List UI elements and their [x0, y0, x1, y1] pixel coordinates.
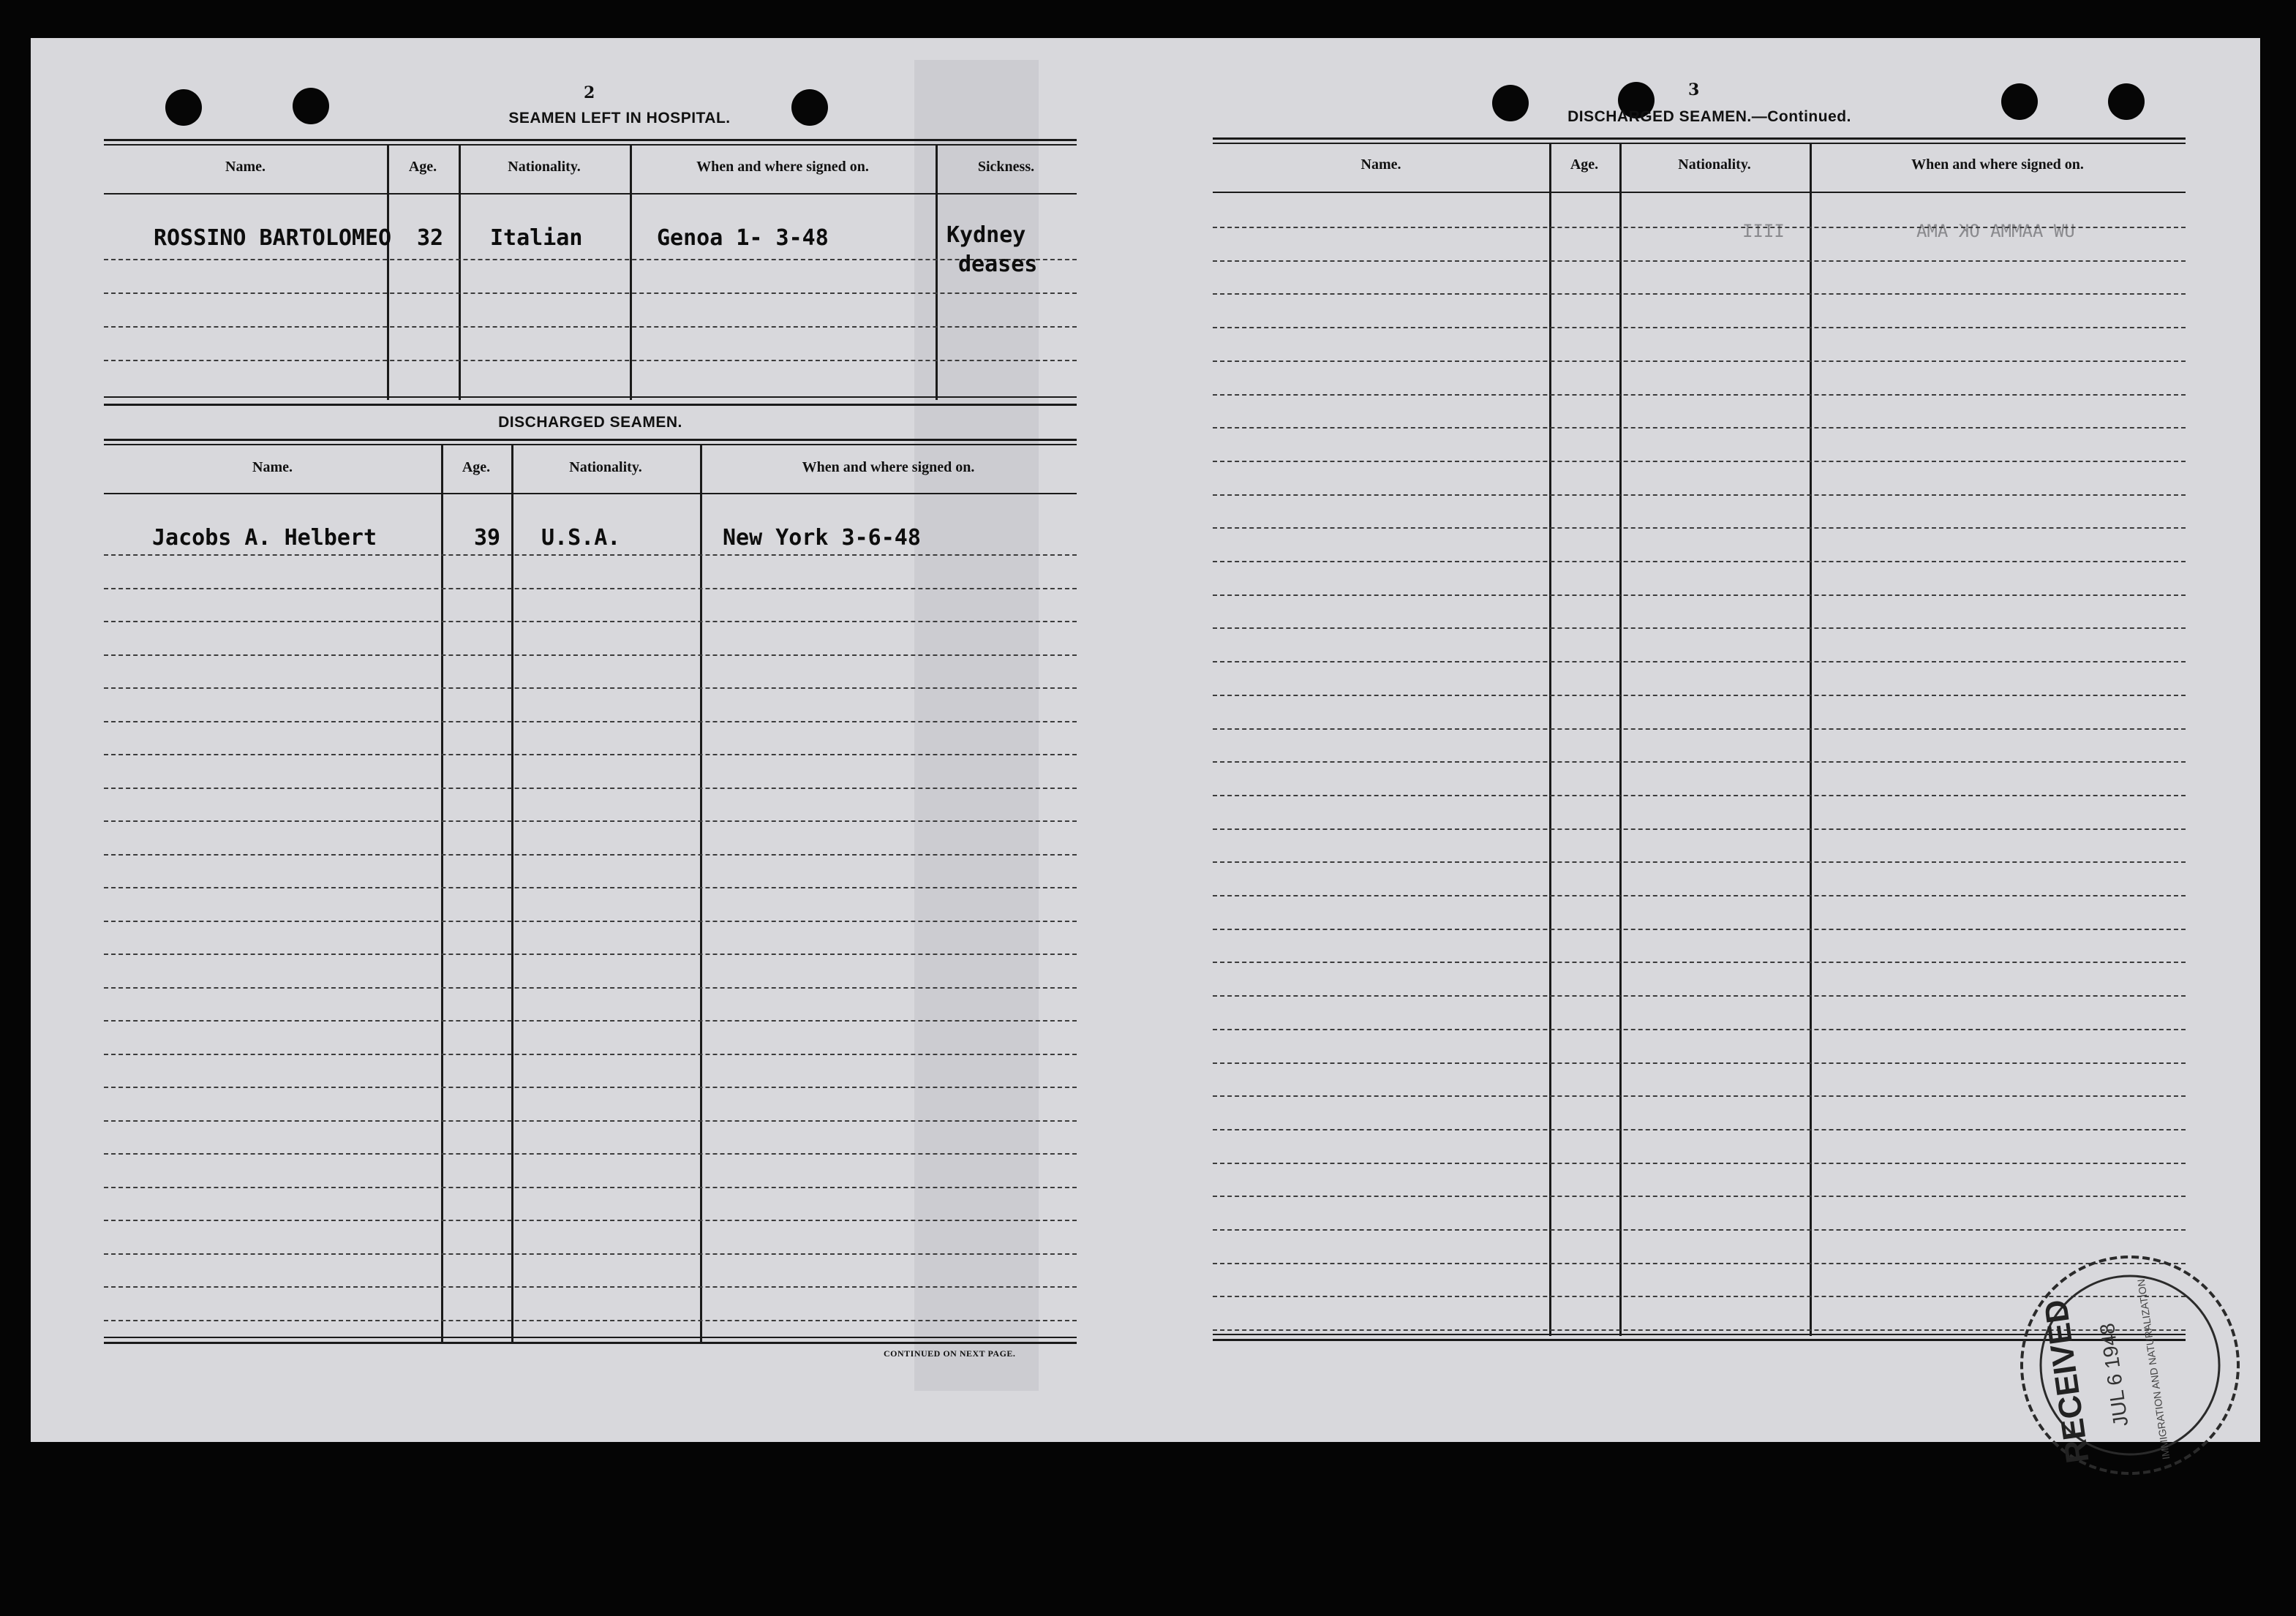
discharged-section-title: DISCHARGED SEAMEN.	[498, 414, 682, 431]
entry-line	[1213, 627, 2186, 629]
entry-line	[1213, 227, 2186, 228]
entry-line	[1213, 427, 2186, 428]
header-name: Name.	[1360, 156, 1401, 173]
entry-line	[1213, 795, 2186, 796]
rule	[104, 1342, 1077, 1344]
header-nationality: Nationality.	[1678, 156, 1751, 173]
entry-line	[104, 687, 1077, 689]
entry-line	[104, 1253, 1077, 1255]
entry-line	[104, 621, 1077, 622]
entry-line	[104, 1120, 1077, 1122]
entry-line	[104, 360, 1077, 361]
entry-line	[1213, 594, 2186, 596]
entry-line	[1213, 661, 2186, 662]
hospital-section-title: SEAMEN LEFT IN HOSPITAL.	[508, 110, 731, 127]
header-nationality: Nationality.	[508, 159, 581, 175]
entry-line	[104, 754, 1077, 755]
entry-line	[1213, 527, 2186, 529]
column-divider	[936, 144, 938, 400]
punch-hole	[293, 88, 329, 124]
entry-line	[104, 1087, 1077, 1088]
rule	[104, 1337, 1077, 1338]
header-name: Name.	[225, 159, 266, 175]
column-divider	[630, 144, 632, 400]
entry-line	[1213, 995, 2186, 997]
entry-line	[104, 921, 1077, 922]
entry-line	[104, 820, 1077, 822]
entry-line	[104, 1320, 1077, 1321]
hospital-entry-name: ROSSINO BARTOLOMEO	[154, 225, 392, 251]
header-age: Age.	[408, 159, 437, 175]
header-age: Age.	[1570, 156, 1599, 173]
stamp-date: JUL 6 1948	[2095, 1321, 2133, 1428]
rule	[104, 404, 1077, 406]
discharged-entry-age: 39	[474, 525, 501, 551]
entry-line	[1213, 1095, 2186, 1097]
discharged-continued-title: DISCHARGED SEAMEN.—Continued.	[1567, 108, 1851, 125]
entry-line	[1213, 1129, 2186, 1130]
bleed-through-text: UW AAMMA OK AMA	[1916, 221, 2075, 241]
entry-line	[104, 554, 1077, 556]
entry-line	[1213, 360, 2186, 362]
entry-line	[104, 721, 1077, 722]
column-divider	[459, 144, 461, 400]
header-sickness: Sickness.	[977, 159, 1035, 175]
stamp-word: RECEIVED	[2037, 1297, 2096, 1466]
entry-line	[1213, 293, 2186, 295]
page-number-right: 3	[1688, 80, 1700, 99]
column-divider	[700, 444, 702, 1342]
discharged-entry-nationality: U.S.A.	[541, 525, 621, 551]
entry-line	[1213, 260, 2186, 262]
entry-line	[1213, 461, 2186, 462]
entry-line	[1213, 695, 2186, 696]
entry-line	[1213, 761, 2186, 763]
column-divider	[511, 444, 513, 1342]
column-divider	[1810, 143, 1812, 1336]
entry-line	[104, 1020, 1077, 1022]
hospital-entry-sickness: Kydney	[946, 222, 1026, 248]
bleed-through-text: IIII	[1742, 221, 1785, 241]
entry-line	[1213, 929, 2186, 930]
punch-hole	[2001, 83, 2038, 120]
rule	[104, 139, 1077, 141]
entry-line	[1213, 962, 2186, 963]
document-sheet	[31, 38, 2260, 1466]
entry-line	[1213, 327, 2186, 328]
entry-line	[1213, 1196, 2186, 1197]
rule	[1213, 143, 2186, 144]
entry-line	[104, 954, 1077, 955]
continued-footer: CONTINUED ON NEXT PAGE.	[884, 1348, 1016, 1359]
received-stamp	[1990, 1232, 2269, 1498]
entry-line	[104, 987, 1077, 989]
column-divider	[1619, 143, 1622, 1336]
hospital-entry-sickness-cont: deases	[958, 252, 1038, 277]
hospital-entry-signed-on: Genoa 1- 3-48	[657, 225, 829, 251]
rule	[104, 444, 1077, 445]
entry-line	[104, 326, 1077, 328]
discharged-entry-signed-on: New York 3-6-48	[723, 525, 921, 551]
rule	[1213, 192, 2186, 193]
entry-line	[1213, 1062, 2186, 1064]
rule	[104, 396, 1077, 398]
rule	[104, 439, 1077, 441]
entry-line	[1213, 861, 2186, 863]
hospital-entry-age: 32	[417, 225, 444, 251]
header-nationality: Nationality.	[569, 459, 642, 475]
entry-line	[104, 654, 1077, 656]
page-number-left: 2	[584, 83, 595, 102]
rule	[104, 493, 1077, 494]
stamp-agency: IMMIGRATION AND NATURALIZATION	[2134, 1278, 2172, 1460]
entry-line	[104, 1286, 1077, 1288]
entry-line	[104, 1187, 1077, 1188]
header-name: Name.	[252, 459, 293, 475]
header-signed-on: When and where signed on.	[1911, 156, 2084, 173]
rule	[104, 144, 1077, 146]
header-signed-on: When and where signed on.	[696, 159, 869, 175]
entry-line	[1213, 394, 2186, 396]
entry-line	[104, 887, 1077, 888]
entry-line	[104, 259, 1077, 260]
entry-line	[104, 1153, 1077, 1155]
hospital-entry-nationality: Italian	[490, 225, 583, 251]
punch-hole	[165, 89, 202, 126]
entry-line	[1213, 1029, 2186, 1030]
rule	[1213, 137, 2186, 140]
entry-line	[1213, 828, 2186, 830]
header-age: Age.	[462, 459, 491, 475]
discharged-entry-name: Jacobs A. Helbert	[152, 525, 377, 551]
entry-line	[104, 788, 1077, 789]
entry-line	[1213, 1163, 2186, 1164]
column-divider	[441, 444, 443, 1342]
punch-hole	[1492, 85, 1529, 121]
punch-hole	[2108, 83, 2145, 120]
rule	[104, 193, 1077, 195]
column-divider	[387, 144, 389, 400]
entry-line	[104, 588, 1077, 589]
entry-line	[104, 1220, 1077, 1221]
header-signed-on: When and where signed on.	[802, 459, 975, 475]
entry-line	[1213, 728, 2186, 730]
entry-line	[1213, 494, 2186, 496]
entry-line	[1213, 1229, 2186, 1231]
entry-line	[104, 1054, 1077, 1055]
entry-line	[104, 854, 1077, 856]
entry-line	[1213, 561, 2186, 562]
column-divider	[1549, 143, 1551, 1336]
entry-line	[1213, 895, 2186, 896]
entry-line	[104, 292, 1077, 294]
